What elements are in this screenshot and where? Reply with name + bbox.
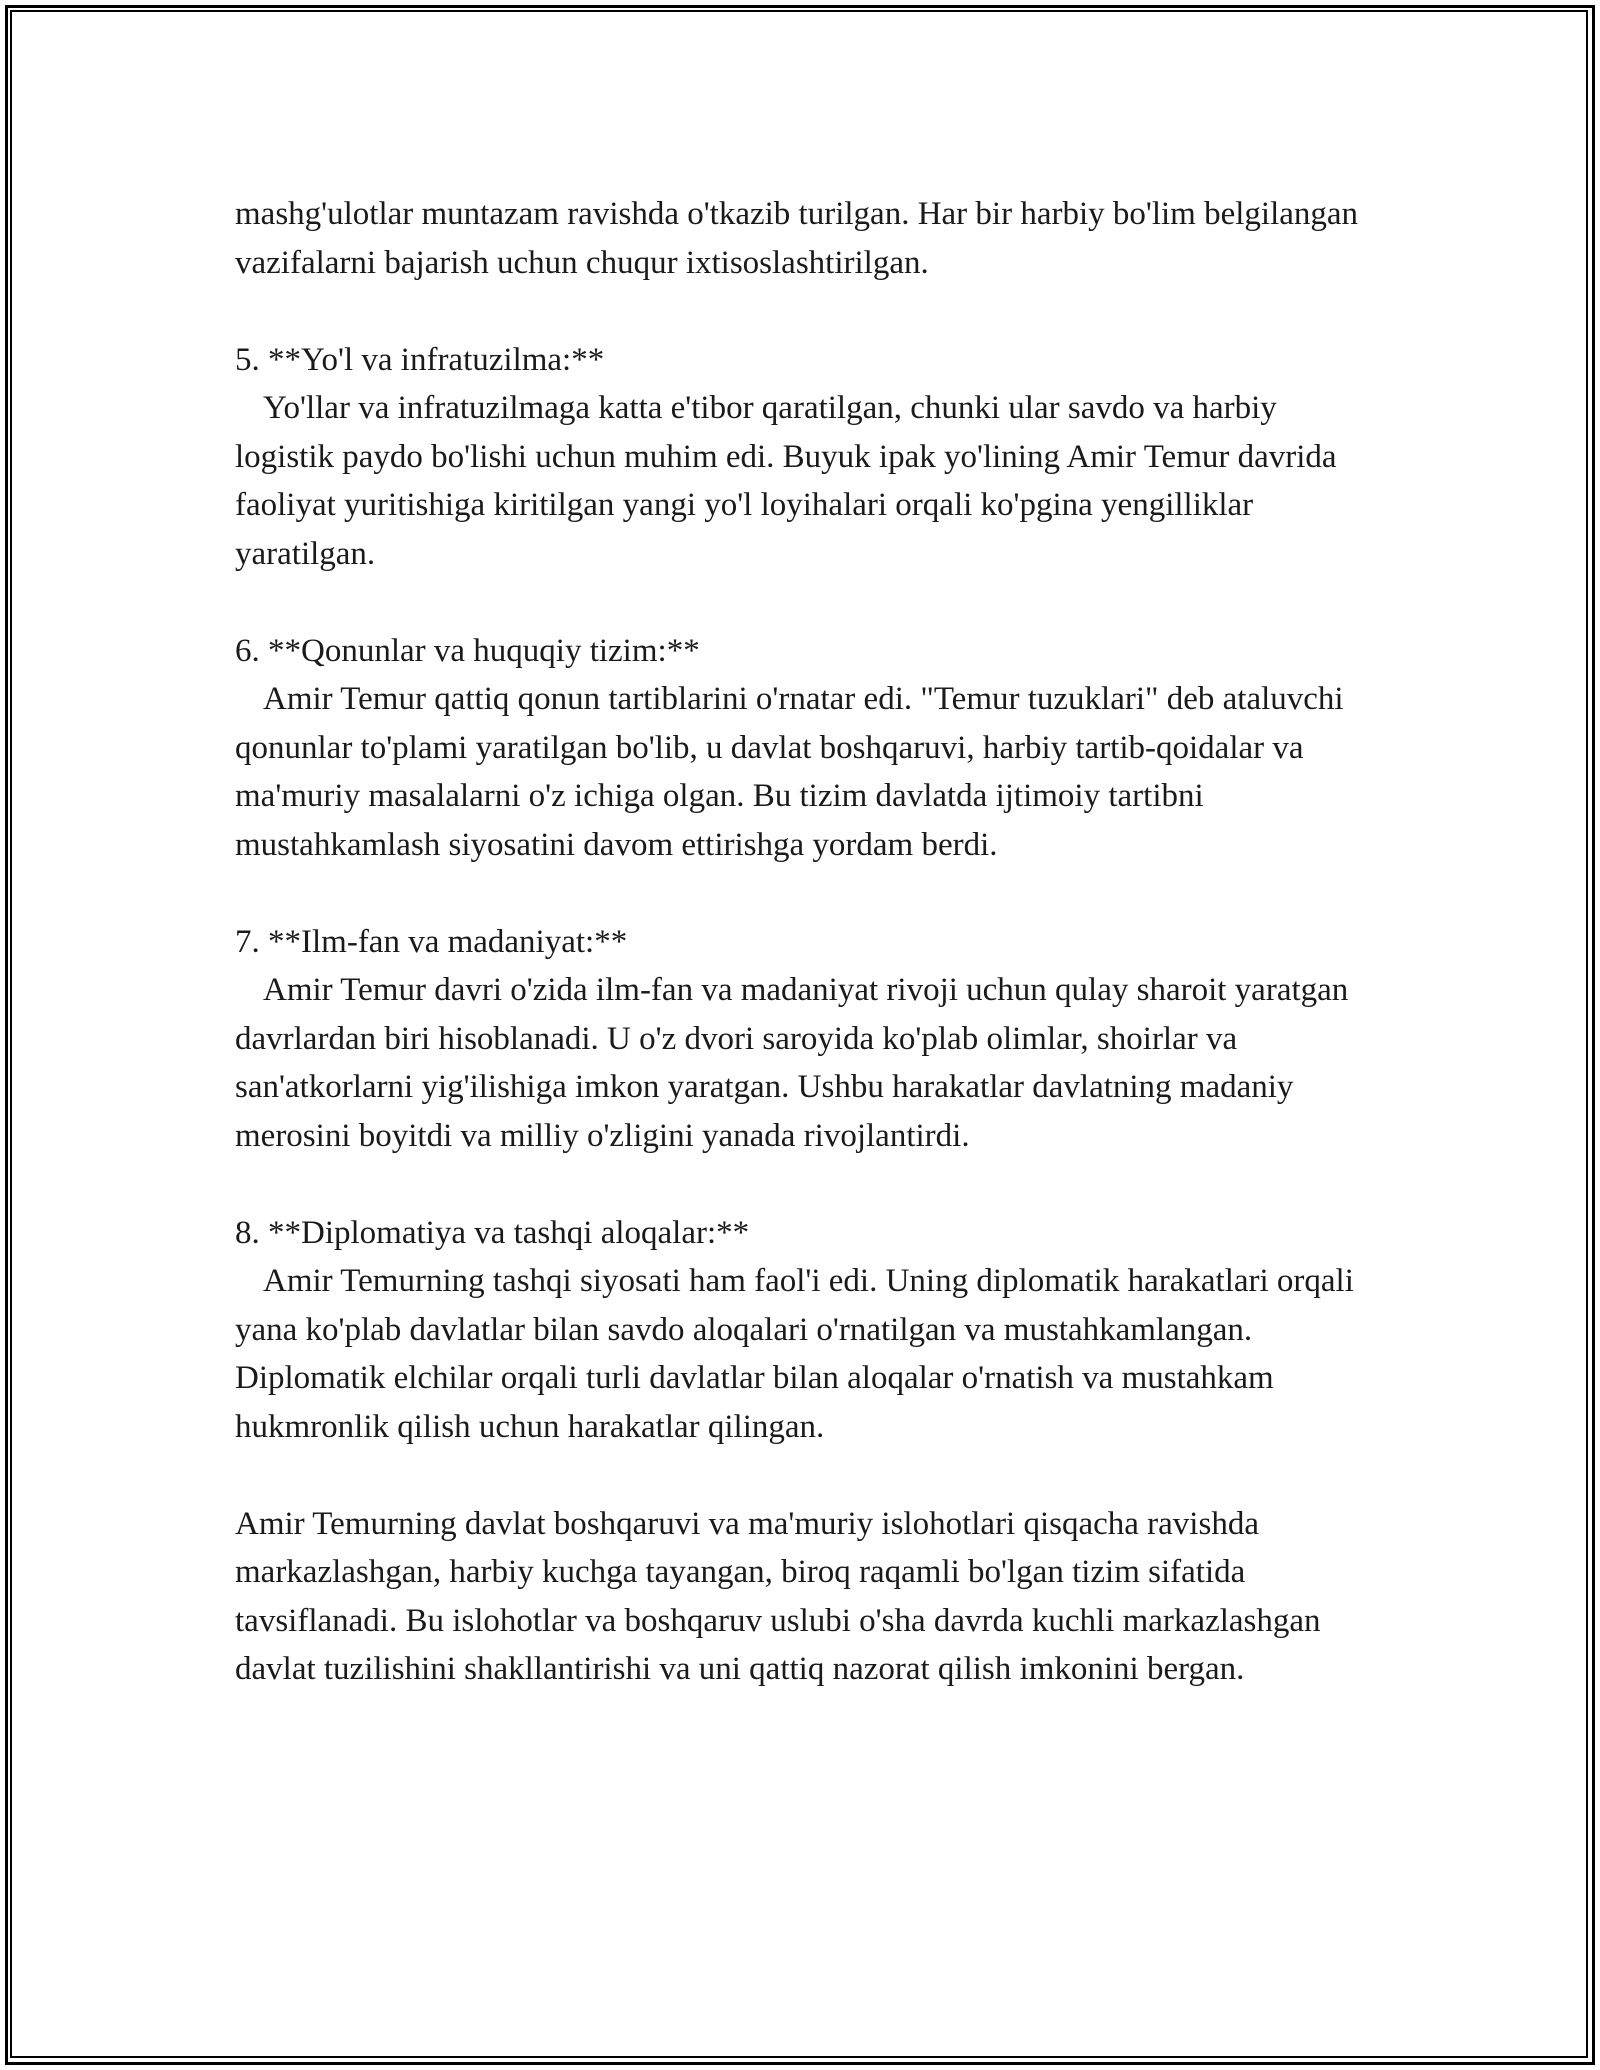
section-8-heading: 8. **Diplomatiya va tashqi aloqalar:**	[235, 1214, 750, 1251]
section-8-body: Amir Temurning tashqi siyosati ham faol'i edi. Uning diplomatik harakatlari orqali yana ko'plab davlatlar bilan savdo aloqalari o'rnatilgan va mustahkamlangan. Diplomatik elchilar orqali turli davlatlar bilan aloqalar o'rnatish va mustahkam hukmronlik qilish uchun harakatlar qilingan.	[235, 1263, 1363, 1445]
section-5-body: Yo'llar va infratuzilmaga katta e'tibor qaratilgan, chunki ular savdo va harbiy logistik paydo bo'lishi uchun muhim edi. Buyuk ipak yo'lining Amir Temur davrida faoliyat yuritishiga kiritilgan yangi yo'l loyihalari orqali ko'pgina yengilliklar yaratilgan.	[235, 390, 1345, 572]
section-6-heading: 6. **Qonunlar va huquqiy tizim:**	[235, 632, 700, 669]
section-6-body: Amir Temur qattiq qonun tartiblarini o'rnatar edi. "Temur tuzuklari" deb ataluvchi qonunlar to'plami yaratilgan bo'lib, u davlat boshqaruvi, harbiy tartib-qoidalar va ma'muriy masalalarni o'z ichiga olgan. Bu tizim davlatda ijtimoiy tartibni mustahkamlash siyosatini davom ettirishga yordam berdi.	[235, 681, 1352, 863]
section-7-body: Amir Temur davri o'zida ilm-fan va madaniyat rivoji uchun qulay sharoit yaratgan davrlardan biri hisoblanadi. U o'z dvori saroyida ko'plab olimlar, shoirlar va san'atkorlarni yig'ilishiga imkon yaratgan. Ushbu harakatlar davlatning madaniy merosini boyitdi va milliy o'zligini yanada rivojlantirdi.	[235, 972, 1357, 1154]
section-7-heading: 7. **Ilm-fan va madaniyat:**	[235, 923, 628, 960]
conclusion-paragraph: Amir Temurning davlat boshqaruvi va ma'muriy islohotlari qisqacha ravishda markazlashgan, harbiy kuchga tayangan, biroq raqamli bo'lgan tizim sifatida tavsiflanadi. Bu islohotlar va boshqaruv uslubi o'sha davrda kuchli markazlashgan davlat tuzilishini shakllantirishi va uni qattiq nazorat qilish imkonini bergan.	[235, 1505, 1329, 1687]
section-5-heading: 5. **Yo'l va infratuzilma:**	[235, 341, 605, 378]
intro-continuation-paragraph: mashg'ulotlar muntazam ravishda o'tkazib turilgan. Har bir harbiy bo'lim belgilangan vazifalarni bajarish uchun chuqur ixtisoslashtirilgan.	[235, 196, 1367, 281]
document-body	[235, 190, 1375, 1742]
